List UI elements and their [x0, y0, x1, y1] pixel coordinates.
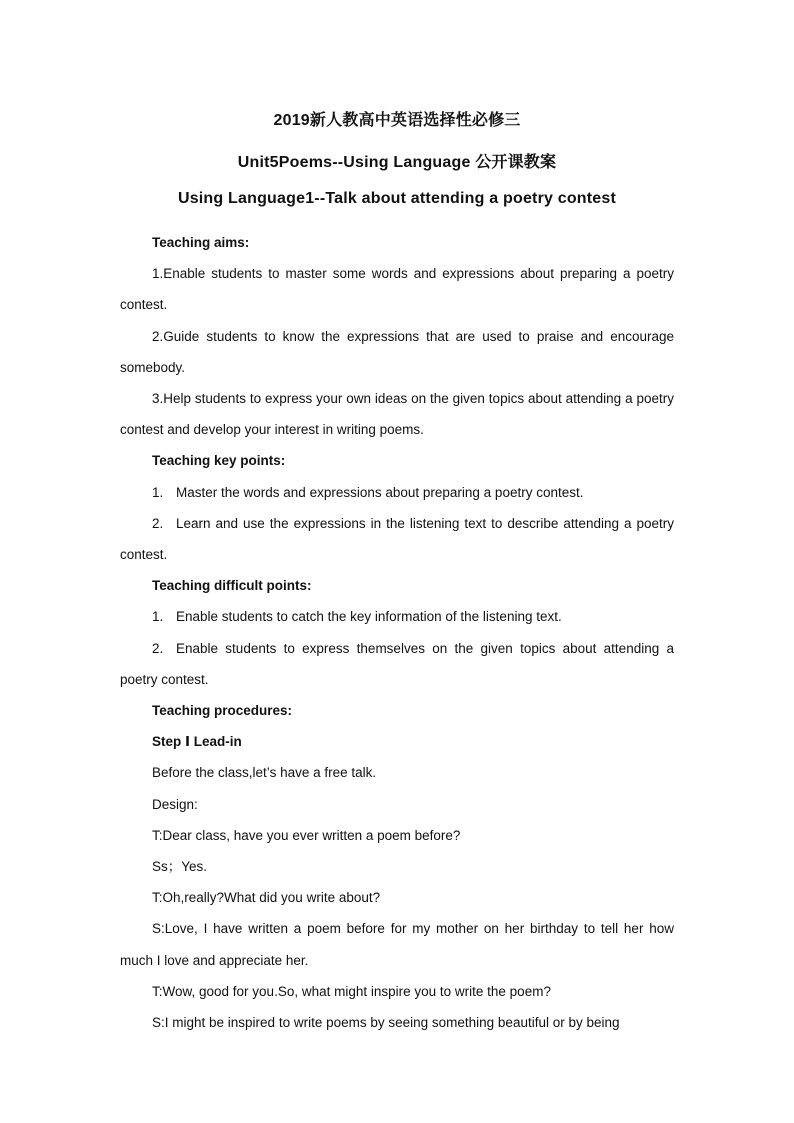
dialogue-line: T:Oh,really?What did you write about? [152, 890, 381, 906]
key-point-number: 2. [152, 515, 164, 531]
document-subtitle-unit: Unit5Poems--Using Language 公开课教案 [237, 154, 557, 171]
step1-line: Before the class,let’s have a free talk. [152, 765, 377, 781]
aim-item: 1.Enable students to master some words and expressions about preparing a poetry contest. [120, 266, 674, 313]
difficult-point-number: 1. [152, 609, 164, 625]
difficult-point-number: 2. [152, 640, 164, 656]
dialogue-line: S:I might be inspired to write poems by seeing something beautiful or by being [152, 1015, 620, 1031]
aim-item: 3.Help students to express your own ideas on the given topics about attending a poetry contest and develop your interest in writing poems. [120, 391, 674, 438]
key-point-number: 1. [152, 484, 164, 500]
document-body [120, 227, 674, 1038]
difficult-point-text: Enable students to catch the key information of the listening text. [176, 609, 562, 625]
difficult-point-item [120, 633, 674, 695]
dialogue-line: T:Wow, good for you.So, what might inspire you to write the poem? [152, 983, 551, 999]
step1-line: Design: [152, 796, 198, 812]
key-point-text: Master the words and expressions about preparing a poetry contest. [176, 484, 584, 500]
dialogue-line: Ss；Yes. [152, 859, 208, 875]
step1-heading: Step Ⅰ Lead-in [152, 734, 242, 750]
key-point-item [120, 508, 674, 570]
document-title: 2019新人教高中英语选择性必修三 [273, 112, 521, 129]
procedures-heading: Teaching procedures: [152, 703, 293, 719]
aim-item: 2.Guide students to know the expressions that are used to praise and encourage somebody. [120, 328, 674, 375]
key-point-text: Learn and use the expressions in the listening text to describe attending a poetry contest. [120, 515, 674, 563]
key-points-heading: Teaching key points: [152, 453, 286, 469]
difficult-point-text: Enable students to express themselves on the given topics about attending a poetry contest. [120, 640, 674, 687]
difficult-point-item [120, 601, 674, 632]
dialogue-line: S:Love, I have written a poem before for my mother on her birthday to tell her how much I love and appreciate her. [120, 921, 674, 968]
aims-heading: Teaching aims: [152, 235, 250, 250]
document-subtitle-lesson: Using Language1--Talk about attending a poetry contest [177, 190, 617, 207]
difficult-points-heading: Teaching difficult points: [152, 578, 312, 594]
dialogue-line: T:Dear class, have you ever written a poem before? [152, 827, 461, 843]
key-point-item [120, 477, 674, 508]
